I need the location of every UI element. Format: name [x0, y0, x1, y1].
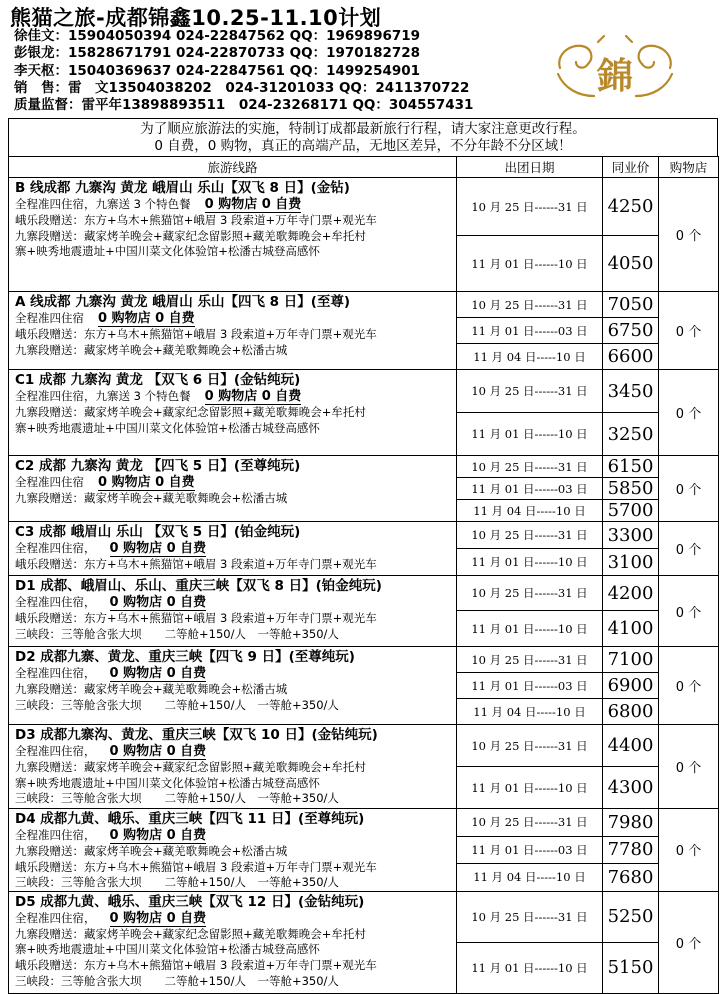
departure-date: 11 月 01 日------03 日 — [457, 673, 603, 699]
trade-price: 4250 — [603, 178, 659, 236]
route-detail-line — [15, 389, 456, 405]
route-detail-text: 三峡段：三等舱含张大坝 二等舱+150/人 一等舱+350/人 — [15, 875, 339, 890]
route-cell — [9, 178, 457, 292]
table-row — [9, 456, 719, 478]
route-detail-text: 全程准四住宿， — [15, 595, 96, 609]
route-detail-line — [15, 343, 456, 359]
route-detail-line — [15, 791, 456, 807]
departure-date: 11 月 01 日------10 日 — [457, 413, 603, 456]
route-detail-text: 九寨段赠送：藏家烤羊晚会+藏家纪念留影照+藏羌歌舞晚会+牟托村 — [15, 760, 366, 774]
route-detail-line — [15, 942, 456, 958]
route-detail-text: 九寨段赠送：藏家烤羊晚会+藏家纪念留影照+藏羌歌舞晚会+牟托村 — [15, 926, 366, 941]
shop-count: 0 个 — [659, 292, 719, 370]
route-title: C2 成都 九寨沟 黄龙 【四飞 5 日】(至尊纯玩) — [15, 458, 301, 474]
route-detail-text: 全程准四住宿 — [15, 475, 84, 489]
header-shop: 购物店 — [659, 157, 719, 178]
trade-price: 6750 — [603, 318, 659, 344]
route-detail-text: 全程准四住宿，九寨送 3 个特色餐 — [15, 389, 191, 403]
trade-price: 3450 — [603, 370, 659, 413]
route-cell — [9, 522, 457, 576]
route-detail-text: 九寨段赠送：藏家烤羊晚会+藏家纪念留影照+藏羌歌舞晚会+牟托村 — [15, 405, 366, 419]
route-detail-line — [15, 229, 456, 245]
routes-body — [9, 178, 719, 994]
route-detail-line — [15, 197, 456, 213]
shop-count: 0 个 — [659, 576, 719, 647]
route-detail-text: 全程准四住宿， — [15, 828, 96, 842]
route-detail-line — [15, 421, 456, 437]
trade-price: 4400 — [603, 725, 659, 767]
departure-date: 10 月 25 日------31 日 — [457, 725, 603, 767]
departure-date: 10 月 25 日------31 日 — [457, 178, 603, 236]
header-date: 出团日期 — [457, 157, 603, 178]
route-detail-line — [15, 958, 456, 974]
departure-date: 11 月 04 日-----10 日 — [457, 500, 603, 522]
shop-count: 0 个 — [659, 725, 719, 809]
no-shopping-tag: 0 购物店 0 自费 — [98, 475, 195, 490]
header-price: 同业价 — [603, 157, 659, 178]
route-detail-line — [15, 475, 456, 491]
route-title: D5 成都九黄、峨乐、重庆三峡【双飞 12 日】(金钻纯玩) — [15, 893, 365, 910]
trade-price: 4100 — [603, 611, 659, 647]
trade-price: 4050 — [603, 236, 659, 292]
route-detail-line — [15, 875, 456, 891]
no-shopping-tag: 0 购物店 0 自费 — [98, 311, 195, 326]
route-cell — [9, 456, 457, 522]
departure-date: 11 月 01 日------03 日 — [457, 318, 603, 344]
trade-price: 4200 — [603, 576, 659, 611]
route-detail-text: 九寨段赠送：藏家烤羊晚会+藏羌歌舞晚会+松潘古城 — [15, 491, 288, 505]
no-shopping-tag: 0 购物店 0 自费 — [109, 744, 207, 759]
route-detail-text: 三峡段：三等舱含张大坝 二等舱+150/人 一等舱+350/人 — [15, 791, 339, 806]
route-detail-text: 全程准四住宿， — [15, 541, 96, 555]
route-detail-line — [15, 744, 456, 760]
table-row — [9, 292, 719, 318]
trade-price: 7100 — [603, 647, 659, 673]
trade-price: 7050 — [603, 292, 659, 318]
route-detail-text: 全程准四住宿， — [15, 666, 96, 680]
route-detail-text: 寨+映秀地震遗址+中国川菜文化体验馆+松潘古城登高感怀 — [15, 420, 320, 435]
trade-price: 6600 — [603, 344, 659, 370]
contact-list — [14, 28, 473, 114]
route-detail-line — [15, 776, 456, 792]
contact-line: 销 售：雷 文13504038202 024-31201033 QQ：2411370722 — [14, 79, 470, 96]
trade-price: 3250 — [603, 413, 659, 456]
table-row — [9, 370, 719, 413]
route-detail-text: 峨乐段赠送：东方+乌木+熊猫馆+峨眉 3 段索道+万年寺门票+观光车 — [15, 213, 377, 227]
shop-count: 0 个 — [659, 647, 719, 725]
departure-date: 10 月 25 日------31 日 — [457, 576, 603, 611]
table-row — [9, 891, 719, 942]
route-detail-text: 寨+映秀地震遗址+中国川菜文化体验馆+松潘古城登高感怀 — [15, 244, 320, 259]
no-shopping-tag: 0 购物店 0 自费 — [109, 541, 207, 556]
trade-price: 5250 — [603, 891, 659, 942]
route-title: D1 成都、峨眉山、乐山、重庆三峡【双飞 8 日】(铂金纯玩) — [15, 578, 382, 594]
route-detail-text: 九寨段赠送：藏家烤羊晚会+藏羌歌舞晚会+松潘古城 — [15, 844, 288, 858]
trade-price: 7980 — [603, 809, 659, 837]
route-detail-text: 三峡段：三等舱含张大坝 二等舱+150/人 一等舱+350/人 — [15, 697, 339, 712]
trade-price: 3100 — [603, 549, 659, 576]
route-title: A 线成都 九寨沟 黄龙 峨眉山 乐山【四飞 8 日】(至尊) — [15, 294, 351, 310]
route-detail-text: 全程准四住宿，九寨送 3 个特色餐 — [15, 197, 191, 211]
contact-line: 李天枢：15040369637 024-22847561 QQ：1499254901 — [14, 62, 421, 79]
no-shopping-tag: 0 购物店 0 自费 — [109, 828, 207, 843]
route-detail-line — [15, 244, 456, 260]
table-row — [9, 576, 719, 611]
trade-price: 5700 — [603, 500, 659, 522]
shop-count: 0 个 — [659, 370, 719, 456]
departure-date: 10 月 25 日------31 日 — [457, 809, 603, 837]
route-detail-line — [15, 760, 456, 776]
route-detail-text: 九寨段赠送：藏家烤羊晚会+藏羌歌舞晚会+松潘古城 — [15, 682, 288, 696]
route-detail-text: 寨+映秀地震遗址+中国川菜文化体验馆+松潘古城登高感怀 — [15, 942, 320, 957]
departure-date: 10 月 25 日------31 日 — [457, 522, 603, 549]
route-detail-line — [15, 974, 456, 990]
route-detail-line — [15, 828, 456, 844]
departure-date: 11 月 01 日------03 日 — [457, 478, 603, 500]
trade-price: 3300 — [603, 522, 659, 549]
route-detail-line — [15, 611, 456, 627]
departure-date: 11 月 01 日------10 日 — [457, 549, 603, 576]
notice-line: 为了顺应旅游法的实施，特制订成都最新旅行行程，请大家注意更改行程。 — [140, 121, 586, 137]
departure-date: 10 月 25 日------31 日 — [457, 370, 603, 413]
trade-price: 6150 — [603, 456, 659, 478]
page-title: 熊猫之旅-成都锦鑫10.25-11.10计划 — [10, 6, 382, 30]
table-header-row — [9, 157, 719, 178]
trade-price: 5150 — [603, 942, 659, 993]
shop-count: 0 个 — [659, 891, 719, 993]
route-cell — [9, 292, 457, 370]
departure-date: 11 月 01 日------10 日 — [457, 611, 603, 647]
shop-count: 0 个 — [659, 522, 719, 576]
route-detail-text: 峨乐段赠送：东方+乌木+熊猫馆+峨眉 3 段索道+万年寺门票+观光车 — [15, 557, 377, 571]
departure-date: 10 月 25 日------31 日 — [457, 891, 603, 942]
logo-character: 錦 — [596, 55, 634, 97]
table-row — [9, 725, 719, 767]
route-detail-line — [15, 595, 456, 611]
table-row — [9, 522, 719, 549]
route-detail-text: 九寨段赠送：藏家烤羊晚会+藏家纪念留影照+藏羌歌舞晚会+牟托村 — [15, 228, 366, 243]
departure-date: 10 月 25 日------31 日 — [457, 456, 603, 478]
table-row — [9, 178, 719, 236]
route-detail-line — [15, 405, 456, 421]
route-title: C3 成都 峨眉山 乐山 【双飞 5 日】(铂金纯玩) — [15, 524, 301, 540]
route-detail-line — [15, 927, 456, 943]
departure-date: 10 月 25 日------31 日 — [457, 647, 603, 673]
route-detail-text: 全程准四住宿， — [15, 744, 96, 758]
route-title: D2 成都九寨、黄龙、重庆三峡【四飞 9 日】(至尊纯玩) — [15, 649, 355, 665]
route-detail-line — [15, 541, 456, 557]
trade-price: 5850 — [603, 478, 659, 500]
route-detail-line — [15, 557, 456, 573]
trade-price: 4300 — [603, 767, 659, 809]
route-detail-line — [15, 911, 456, 927]
route-detail-text: 三峡段：三等舱含张大坝 二等舱+150/人 一等舱+350/人 — [15, 626, 339, 641]
route-title: B 线成都 九寨沟 黄龙 峨眉山 乐山【双飞 8 日】(金钻) — [15, 180, 350, 196]
table-row — [9, 809, 719, 837]
route-detail-line — [15, 311, 456, 327]
no-shopping-tag: 0 购物店 0 自费 — [109, 666, 207, 681]
route-cell — [9, 647, 457, 725]
notice-line: 0 自费，0 购物，真正的高端产品，无地区差异，不分年龄不分区域！ — [154, 138, 572, 154]
route-cell — [9, 725, 457, 809]
header-route: 旅游线路 — [9, 157, 457, 178]
route-detail-text: 峨乐段赠送：东方+乌木+熊猫馆+峨眉 3 段索道+万年寺门票+观光车 — [15, 327, 377, 341]
departure-date: 11 月 04 日-----10 日 — [457, 344, 603, 370]
jinxin-logo — [538, 30, 693, 112]
route-cell — [9, 576, 457, 647]
route-detail-text: 全程准四住宿， — [15, 910, 96, 925]
contact-line: 徐佳文：15904050394 024-22847562 QQ：1969896719 — [14, 28, 421, 44]
route-detail-line — [15, 698, 456, 714]
no-shopping-tag: 0 购物店 0 自费 — [109, 910, 207, 926]
route-title: D3 成都九寨沟、黄龙、重庆三峡【双飞 10 日】(金钻纯玩) — [15, 727, 378, 743]
departure-date: 11 月 04 日-----10 日 — [457, 864, 603, 892]
route-cell — [9, 809, 457, 892]
route-detail-text: 全程准四住宿 — [15, 311, 84, 325]
departure-date: 11 月 01 日------03 日 — [457, 836, 603, 864]
departure-date: 11 月 01 日------10 日 — [457, 236, 603, 292]
no-shopping-tag: 0 购物店 0 自费 — [204, 389, 302, 404]
route-detail-text: 寨+映秀地震遗址+中国川菜文化体验馆+松潘古城登高感怀 — [15, 775, 320, 790]
route-detail-line — [15, 327, 456, 343]
shop-count: 0 个 — [659, 809, 719, 892]
route-detail-line — [15, 627, 456, 643]
shop-count: 0 个 — [659, 178, 719, 292]
departure-date: 11 月 01 日------10 日 — [457, 942, 603, 993]
route-detail-text: 峨乐段赠送：东方+乌木+熊猫馆+峨眉 3 段索道+万年寺门票+观光车 — [15, 859, 377, 874]
trade-price: 6900 — [603, 673, 659, 699]
route-detail-line — [15, 491, 456, 507]
route-detail-line — [15, 682, 456, 698]
route-cell — [9, 370, 457, 456]
route-detail-line — [15, 213, 456, 229]
route-detail-line — [15, 860, 456, 876]
route-detail-text: 三峡段：三等舱含张大坝 二等舱+150/人 一等舱+350/人 — [15, 973, 339, 988]
trade-price: 7780 — [603, 836, 659, 864]
contact-line: 彭银龙：15828671791 024-22870733 QQ：1970182728 — [14, 45, 421, 62]
routes-table — [8, 156, 719, 994]
route-detail-line — [15, 666, 456, 682]
notice-box — [8, 118, 718, 156]
departure-date: 11 月 04 日-----10 日 — [457, 699, 603, 725]
shop-count: 0 个 — [659, 456, 719, 522]
trade-price: 6800 — [603, 699, 659, 725]
departure-date: 11 月 01 日------10 日 — [457, 767, 603, 809]
departure-date: 10 月 25 日------31 日 — [457, 292, 603, 318]
route-detail-text: 九寨段赠送：藏家烤羊晚会+藏羌歌舞晚会+松潘古城 — [15, 342, 288, 357]
route-detail-text: 峨乐段赠送：东方+乌木+熊猫馆+峨眉 3 段索道+万年寺门票+观光车 — [15, 957, 377, 972]
trade-price: 7680 — [603, 864, 659, 892]
route-title: D4 成都九黄、峨乐、重庆三峡【四飞 11 日】(至尊纯玩) — [15, 811, 365, 827]
route-detail-line — [15, 844, 456, 860]
route-cell — [9, 891, 457, 993]
no-shopping-tag: 0 购物店 0 自费 — [109, 595, 207, 610]
no-shopping-tag: 0 购物店 0 自费 — [204, 197, 302, 212]
contact-line: 质量监督：雷平年13898893511 024-23268171 QQ：304557431 — [14, 97, 474, 114]
route-title: C1 成都 九寨沟 黄龙 【双飞 6 日】(金钻纯玩) — [15, 372, 301, 388]
table-row — [9, 647, 719, 673]
route-detail-text: 峨乐段赠送：东方+乌木+熊猫馆+峨眉 3 段索道+万年寺门票+观光车 — [15, 611, 377, 625]
